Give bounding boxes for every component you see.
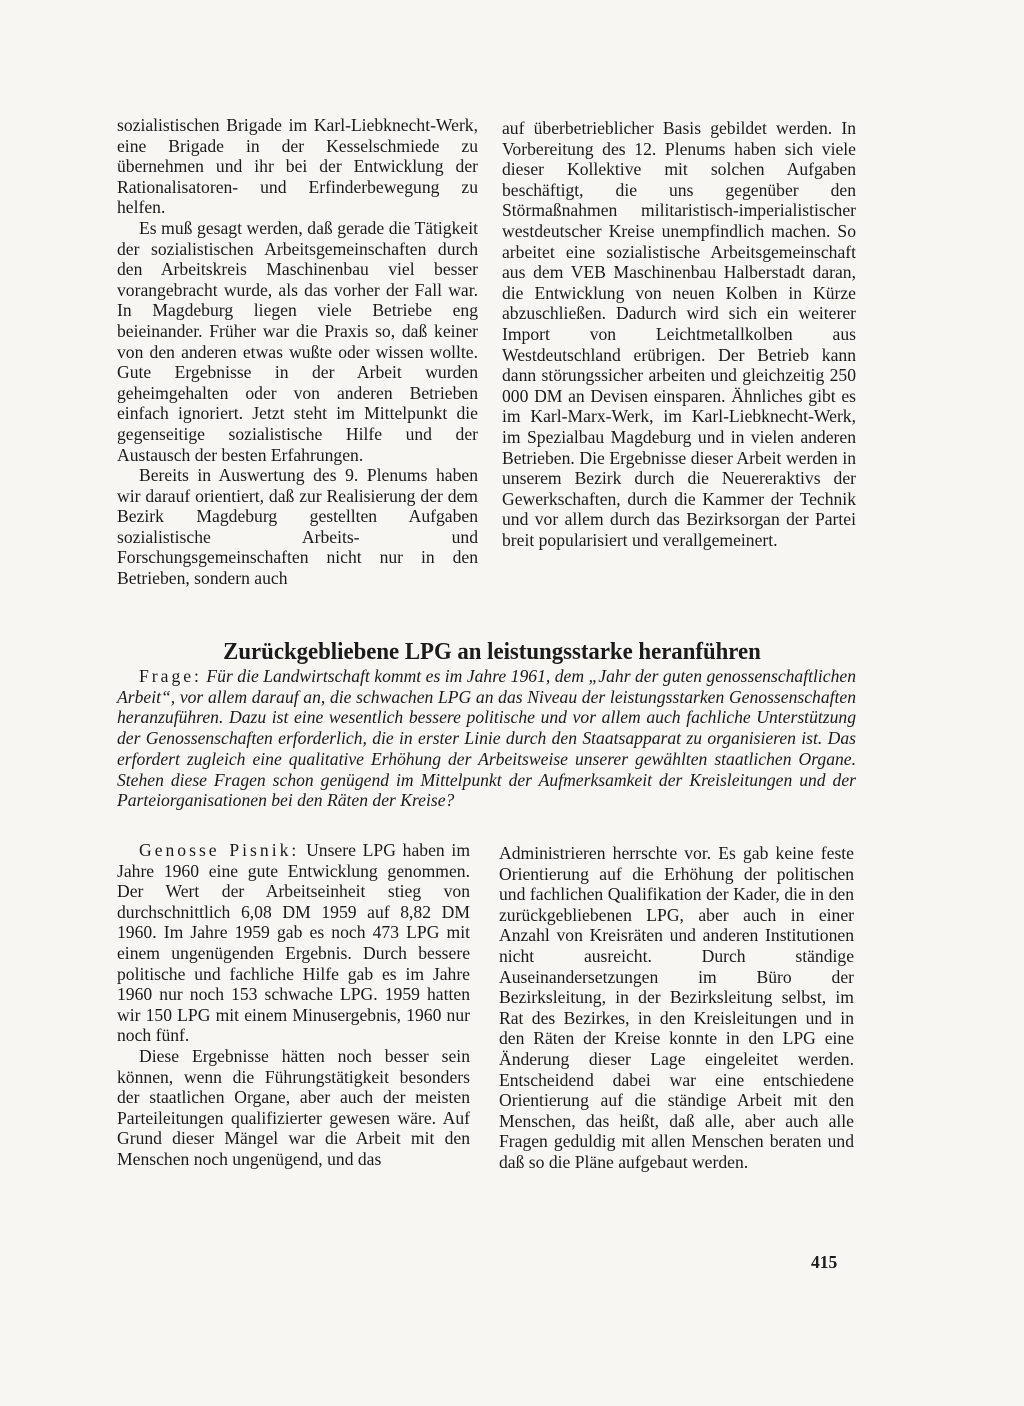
page-number: 415 (811, 1252, 838, 1272)
question-label: Frage: (139, 666, 202, 686)
speaker-name: Genosse Pisnik: (139, 840, 300, 860)
interview-question (117, 666, 856, 811)
column-top-left (117, 115, 478, 589)
column-bottom-right (499, 843, 854, 1173)
paragraph: Diese Ergebnisse hätten noch besser sein können, wenn die Führungstätigkeit besonders der staatlichen Organe, aber auch der meisten Parteileitungen qualifizierter gewesen wäre. Auf Grund dieser Mängel war die Arbeit mit den Menschen noch ungenügend, und das (117, 1045, 470, 1169)
answer-paragraph (117, 840, 470, 1046)
paragraph: Bereits in Auswertung des 9. Plenums haben wir darauf orientiert, daß zur Realisierung der dem Bezirk Magdeburg gestellten Aufgaben sozialistische Arbeits- und Forschungsgemeinschaften nicht nur in den Betrieben, sondern auch (117, 465, 478, 589)
paragraph: Es muß gesagt werden, daß gerade die Tätigkeit der sozialistischen Arbeitsgemeinschaften durch den Arbeitskreis Maschinenbau viel besser vorangebracht wurde, als das vorher der Fall war. In Magdeburg liegen viele Betriebe eng beieinander. Früher war die Praxis so, daß keiner von den anderen etwas wußte oder wissen wollte. Gute Ergebnisse in der Arbeit wurden geheimgehalten oder von anderen Betrieben einfach ignoriert. Jetzt steht im Mittelpunkt die gegenseitige sozialistische Hilfe und der Austausch der besten Erfahrungen. (117, 217, 478, 465)
section-heading: Zurückgebliebene LPG an leistungsstarke heranführen (223, 638, 761, 665)
paragraph: Administrieren herrschte vor. Es gab keine feste Orientierung auf die Erhöhung der politischen und fachlichen Qualifikation der Kader, die in den zurückgebliebenen LPG, aber auch in einer Anzahl von Kreisräten und anderen Institutionen nicht ausreicht. Durch ständige Auseinandersetzungen im Büro der Bezirksleitung, in der Bezirksleitung selbst, im Rat des Bezirkes, in den Kreisleitungen und in den Räten der Kreise konnte in den LPG eine Änderung dieser Lage eingeleitet werden. Entscheidend dabei war eine entschiedene Orientierung auf die ständige Arbeit mit den Menschen, das heißt, daß alle, aber auch alle Fragen geduldig mit allen Menschen beraten und daß so die Pläne aufgebaut werden. (499, 843, 854, 1172)
column-top-right (502, 118, 856, 550)
paragraph: auf überbetrieblicher Basis gebildet werden. In Vorbereitung des 12. Plenums haben sich viele dieser Kollektive mit solchen Aufgaben beschäftigt, die uns gegenüber den Störmaßnahmen militaristisch-imperialistischer westdeutscher Kreise unempfindlich machen. So arbeitet eine sozialistische Arbeitsgemeinschaft aus dem VEB Maschinenbau Halberstadt daran, die Entwicklung von neuen Kolben in Kürze abzuschließen. Dadurch wird sich ein weiterer Import von Leichtmetallkolben aus Westdeutschland erübrigen. Der Betrieb kann dann störungssicher arbeiten und gleichzeitig 250 000 DM an Devisen einsparen. Ähnliches gibt es im Karl-Marx-Werk, im Karl-Liebknecht-Werk, im Spezialbau Magdeburg und in vielen anderen Betrieben. Die Ergebnisse dieser Arbeit werden in unserem Bezirk durch die Neuereraktivs der Gewerkschaften, durch die Kammer der Technik und vor allem durch das Bezirksorgan der Partei breit popularisiert und verallgemeinert. (502, 118, 856, 550)
question-text: Für die Landwirtschaft kommt es im Jahre 1961, dem „Jahr der guten genossenschaftlichen Arbeit“, vor allem darauf an, die schwachen LPG an das Niveau der leistungsstarken Genossenschaften heranzuführen. Dazu ist eine wesentlich bessere politische und vor allem auch fachliche Unterstützung der Genossenschaften erforderlich, die in erster Linie durch den Staatsapparat zu organisieren ist. Das erfordert zugleich eine qualitative Erhöhung der Arbeitsweise unserer gewählten staatlichen Organe. Stehen diese Fragen schon genügend im Mittelpunkt der Aufmerksamkeit der Kreisleitungen und der Parteiorganisationen bei den Räten der Kreise? (117, 666, 856, 811)
answer-text: Unsere LPG haben im Jahre 1960 eine gute Entwicklung genommen. Der Wert der Arbeitseinheit stieg von durchschnittlich 6,08 DM 1959 auf 8,82 DM 1960. Im Jahre 1959 gab es noch 473 LPG mit einem ungenügenden Ergebnis. Durch bessere politische und fachliche Hilfe gab es im Jahre 1960 nur noch 153 schwache LPG. 1959 hatten wir 150 LPG mit einem Minusergebnis, 1960 nur noch fünf. (117, 840, 471, 1046)
paragraph: sozialistischen Brigade im Karl-Liebknecht-Werk, eine Brigade in der Kesselschmiede zu übernehmen und ihr bei der Entwicklung der Rationalisatoren- und Erfinderbewegung zu helfen. (117, 115, 478, 218)
column-bottom-left (117, 840, 470, 1170)
